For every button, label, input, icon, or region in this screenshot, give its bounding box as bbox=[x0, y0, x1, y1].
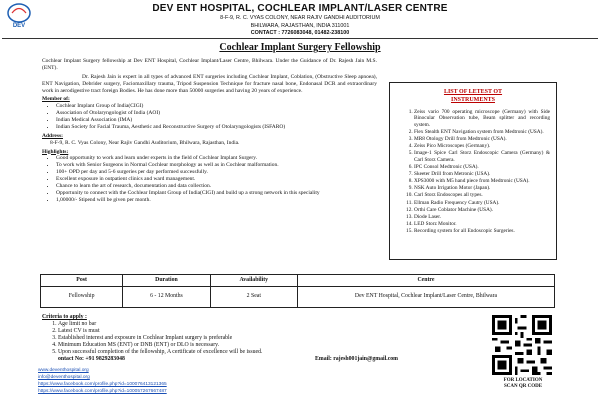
list-item: • Indian Society for Facial Trauma, Aesthetic and Reconstructive Surgery of Otolaryngologists (ISFARO) bbox=[56, 124, 377, 131]
contact-email: Email: rajesh001jain@gmail.com bbox=[315, 355, 398, 362]
table-header: Availability bbox=[210, 275, 297, 287]
list-item: 9. NSK Auto Irrigation Motor (Japan). bbox=[414, 185, 550, 192]
links-section bbox=[38, 368, 338, 396]
list-item: 6. IPC Consol Medtronic (USA). bbox=[414, 164, 550, 171]
address-heading: Address: bbox=[42, 132, 63, 139]
criteria-list bbox=[42, 321, 482, 356]
hospital-logo bbox=[4, 2, 34, 30]
list-item: • Cochlear Implant Group of India(CIGI) bbox=[56, 103, 377, 110]
table-cell: 2 Seat bbox=[210, 287, 297, 308]
qr-label-line-2: SCAN QR CODE bbox=[503, 384, 543, 389]
website-link[interactable]: www.deventhospital.org bbox=[38, 368, 89, 373]
member-heading: Member of: bbox=[42, 96, 70, 103]
instruments-title-line-1: LIST OF LETEST OT bbox=[443, 89, 503, 95]
qr-label-line-1: FOR LOCATION bbox=[503, 378, 543, 383]
list-item: 13. Diode Laser. bbox=[414, 214, 550, 221]
header-divider bbox=[2, 38, 598, 39]
list-item: • Opportunity to connect with the Cochlear Implant Group of India(CIGI) and build up a strong network in this speciality bbox=[56, 190, 377, 197]
list-item: 3. Established interest and exposure in Cochlear Implant surgery is preferable bbox=[58, 335, 482, 342]
table-header-row bbox=[41, 275, 555, 287]
highlights-heading: Highlights: bbox=[42, 148, 69, 155]
criteria-section bbox=[42, 312, 482, 363]
list-item: 3. MR8 Otology Drill from Medtronic (USA). bbox=[414, 136, 550, 143]
criteria-heading: Criteria to apply : bbox=[42, 314, 87, 320]
contact-line bbox=[42, 356, 398, 363]
list-item: 7. Skeeter Drill from Metronic (USA). bbox=[414, 171, 550, 178]
address-line-1: 8-F-9, R. C. VYAS COLONY, NEAR RAJIV GANDHI AUDITORIUM bbox=[220, 15, 380, 21]
email-link[interactable]: info@deventhospital.org bbox=[38, 374, 90, 380]
member-list bbox=[42, 103, 377, 131]
table-cell: 6 - 12 Months bbox=[123, 287, 210, 308]
list-item: 2. Flex Stealth ENT Navigation system from Medtronic (USA). bbox=[414, 129, 550, 136]
hospital-name: DEV ENT HOSPITAL, COCHLEAR IMPLANT/LASER CENTRE bbox=[152, 3, 448, 14]
address-line-2: BHILWARA, RAJASTHAN, INDIA 311001 bbox=[250, 22, 350, 29]
qr-code-icon[interactable] bbox=[492, 315, 552, 375]
list-item: 11. Ellman Radio Frequency Cautry (USA). bbox=[414, 200, 550, 207]
list-item: 2. Latest CV is must bbox=[58, 328, 482, 335]
intro-paragraph: Cochlear Implant Surgery fellowship at Dev ENT Hospital, Cochlear Implant/Laser Centre, Bhilwara. Under the Guidance of Dr. Rajesh Jain M.S. (ENT). bbox=[42, 58, 377, 71]
list-item: 4. Minimum Education MS (ENT) or DNB (ENT) or DLO is necessary. bbox=[58, 342, 482, 349]
list-item: • Chance to learn the art of research, documentation and data collection. bbox=[56, 183, 377, 190]
list-item: • Association of Otolaryngologist of India (AOI) bbox=[56, 110, 377, 117]
list-item: • Excellent exposure in outpatient clinics and ward management. bbox=[56, 176, 377, 183]
fellowship-table bbox=[40, 274, 555, 308]
facebook-link[interactable]: https://www.facebook.com/profile.php?id=100076413121365 bbox=[38, 381, 167, 387]
list-item: • 100+ OPD per day and 5-6 surgeries per day performed successfully. bbox=[56, 169, 377, 176]
facebook-link[interactable]: https://www.facebook.com/profile.php?id=100057267667487 bbox=[38, 388, 167, 394]
list-item: • Good opportunity to work and learn under experts in the field of Cochlear Implant Surgery. bbox=[56, 155, 377, 162]
page-title: Cochlear Implant Surgery Fellowship bbox=[219, 42, 381, 53]
list-item: 5. Image-1 Spice Carl Storz Endoscopic Camera (Germany) & Carl Storz Camera. bbox=[414, 150, 550, 163]
address-text: 8-F-9, R. C. Vyas Colony, Near Rajiv Gandhi Auditorium, Bhilwara, Rajasthan, India. bbox=[50, 139, 240, 146]
list-item: 8. XPS3000 with M5 hand piece from Medtronic (USA). bbox=[414, 178, 550, 185]
list-item: 1. Age limit no bar bbox=[58, 321, 482, 328]
list-item: • Indian Medical Association (IMA) bbox=[56, 117, 377, 124]
list-item: 15. Recording system for all Endoscopic Surgeries. bbox=[414, 228, 550, 235]
qr-label bbox=[492, 378, 554, 390]
table-cell: Fellowship bbox=[41, 287, 123, 308]
table-header: Post bbox=[41, 275, 123, 287]
list-item: 5. Upon successful completion of the fellowship, A certificate of excellence will be issued. bbox=[58, 349, 482, 356]
table-row bbox=[41, 287, 555, 308]
hospital-address bbox=[40, 15, 560, 38]
instruments-list bbox=[390, 109, 550, 235]
table-cell: Dev ENT Hospital, Cochlear Implant/Laser Centre, Bhilwara bbox=[297, 287, 554, 308]
list-item: • 1,00000/- Stipend will be given per month. bbox=[56, 197, 377, 204]
list-item: 4. Zeiss Pico Microscopes (Germany). bbox=[414, 143, 550, 150]
doctor-bio-paragraph: Dr. Rajesh Jain is expert in all types of advanced ENT surgeries including Cochlear Implant, Coblation, (Obstructive Sleep apnoea), ENT Navigation, Debrider surgery, Faciomaxillary trauma, Tripod Suspension Technique for fracture nasal bone, Endonasal DCR and extraordinary work in aerodigestive tract foreign Bodies. He has done more than 50000 surgeries and having 20 years of experience. bbox=[42, 73, 377, 94]
logo-text: DEV bbox=[12, 23, 26, 29]
list-item: 14. LED Storz Monitor. bbox=[414, 221, 550, 228]
table-header: Centre bbox=[297, 275, 554, 287]
list-item: • To work with Senior Surgeons in Normal Cochlear morphology as well as in Cochlear malformation. bbox=[56, 162, 377, 169]
instruments-title bbox=[390, 89, 556, 105]
list-item: 12. Orthi Care Coblator Machine (USA). bbox=[414, 207, 550, 214]
table-header: Duration bbox=[123, 275, 210, 287]
hospital-contact: CONTACT : 7726083048, 01482-238100 bbox=[250, 30, 350, 37]
list-item: 1. Zeiss vario 700 operating microscope (Germany) with Side Binocular Observation tube, Beam splitter and recording system. bbox=[414, 109, 550, 129]
instruments-title-line-2: INSTRUMENTS bbox=[450, 96, 495, 103]
instruments-box bbox=[389, 82, 557, 260]
highlights-list bbox=[42, 155, 377, 203]
list-item: 10. Carl Storz Endoscopes all types. bbox=[414, 192, 550, 199]
contact-number: ontact No: +91 9829283048 bbox=[58, 355, 125, 362]
fellowship-description bbox=[42, 58, 377, 204]
